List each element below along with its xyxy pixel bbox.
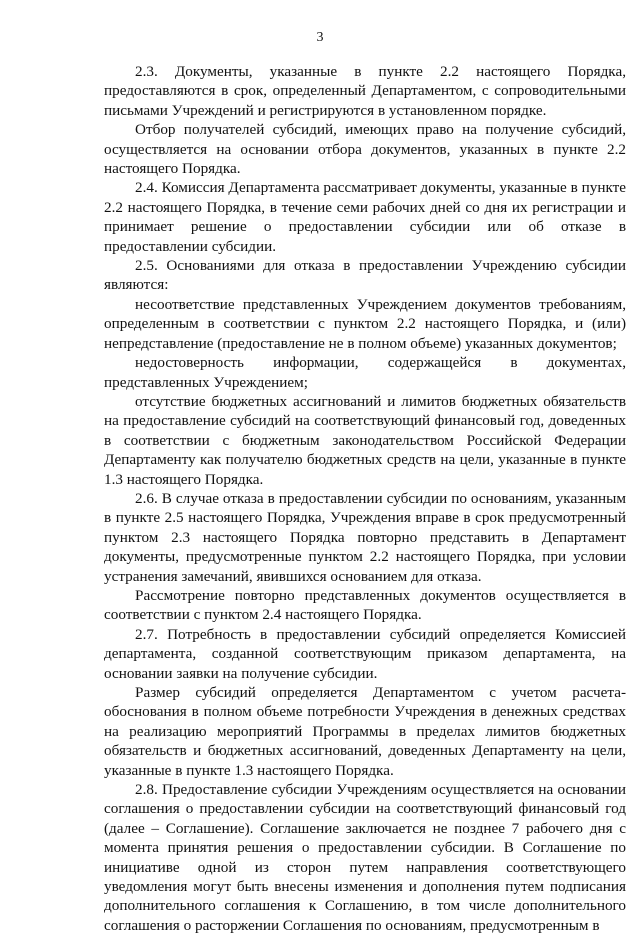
paragraph-2-4: 2.4. Комиссия Департамента рассматривает документы, указанные в пункте 2.2 настоящего Порядка, в течение семи рабочих дней со дня их регистрации и принимает решение о предоставлении субсидии или об отказе в предоставлении субсидии. — [104, 179, 626, 255]
paragraph-2-5: 2.5. Основаниями для отказа в предоставлении Учреждению субсидии являются: — [104, 257, 626, 294]
paragraph-refusal-ground-2: недостоверность информации, содержащейся в документах, представленных Учреждением; — [104, 354, 626, 391]
paragraph-refusal-ground-3: отсутствие бюджетных ассигнований и лимитов бюджетных обязательств на предоставление субсидий на соответствующий финансовый год, доведенных в соответствии с бюджетным законодательством Российской Федерации Департаменту как получателю бюджетных средств на цели, указанные в пункте 1.3 настоящего Порядка. — [104, 392, 626, 488]
paragraph-subsidy-size: Размер субсидий определяется Департаментом с учетом расчета-обоснования в полном объеме потребности Учреждения в денежных средствах на реализацию мероприятий Программы в пределах лимитов бюджетных обязательств и бюджетных ассигнований, доведенных Департаменту на цели, указанные в пункте 1.3 настоящего Порядка. — [104, 684, 626, 779]
page-number: 3 — [316, 30, 324, 45]
paragraph-2-8: 2.8. Предоставление субсидии Учреждениям осуществляется на основании соглашения о предоставлении субсидии на соответствующий финансовый год (далее – Соглашение). Соглашение заключается не позднее 7 рабочего дня с момента принятия решения о предоставлении субсидии. В Соглашение по инициативе одной из сторон путем направления соответствующего уведомления могут быть внесены изменения и дополнения путем подписания дополнительного соглашения к Соглашению, в том числе дополнительного соглашения о расторжении Соглашения по основаниям, предусмотренным в — [104, 781, 626, 934]
paragraph-refusal-ground-1: несоответствие представленных Учреждением документов требованиям, определенным в соответствии с пунктом 2.2 настоящего Порядка, и (или) непредставление (предоставление не в полном объеме) указанных документов; — [104, 295, 626, 352]
paragraph-resubmission: Рассмотрение повторно представленных документов осуществляется в соответствии с пунктом 2.4 настоящего Порядка. — [104, 586, 626, 624]
paragraph-2-6: 2.6. В случае отказа в предоставлении субсидии по основаниям, указанным в пункте 2.5 настоящего Порядка, Учреждения вправе в срок предусмотренный пунктом 2.3 настоящего Порядка повторно представить в Департамент документы, предусмотренные пунктом 2.2 настоящего Порядка, при условии устранения замечаний, явившихся основанием для отказа. — [104, 489, 626, 585]
paragraph-2-3: 2.3. Документы, указанные в пункте 2.2 настоящего Порядка, предоставляются в срок, определенный Департаментом, с сопроводительными письмами Учреждений и регистрируются в установленном порядке. — [104, 63, 626, 119]
document-body — [104, 62, 626, 935]
paragraph-selection: Отбор получателей субсидий, имеющих право на получение субсидий, осуществляется на основании отбора документов, указанных в пункте 2.2 настоящего Порядка. — [104, 121, 626, 178]
paragraph-2-7: 2.7. Потребность в предоставлении субсидий определяется Комиссией департамента, созданной соответствующим приказом департамента, на основании заявки на получение субсидии. — [104, 625, 626, 682]
